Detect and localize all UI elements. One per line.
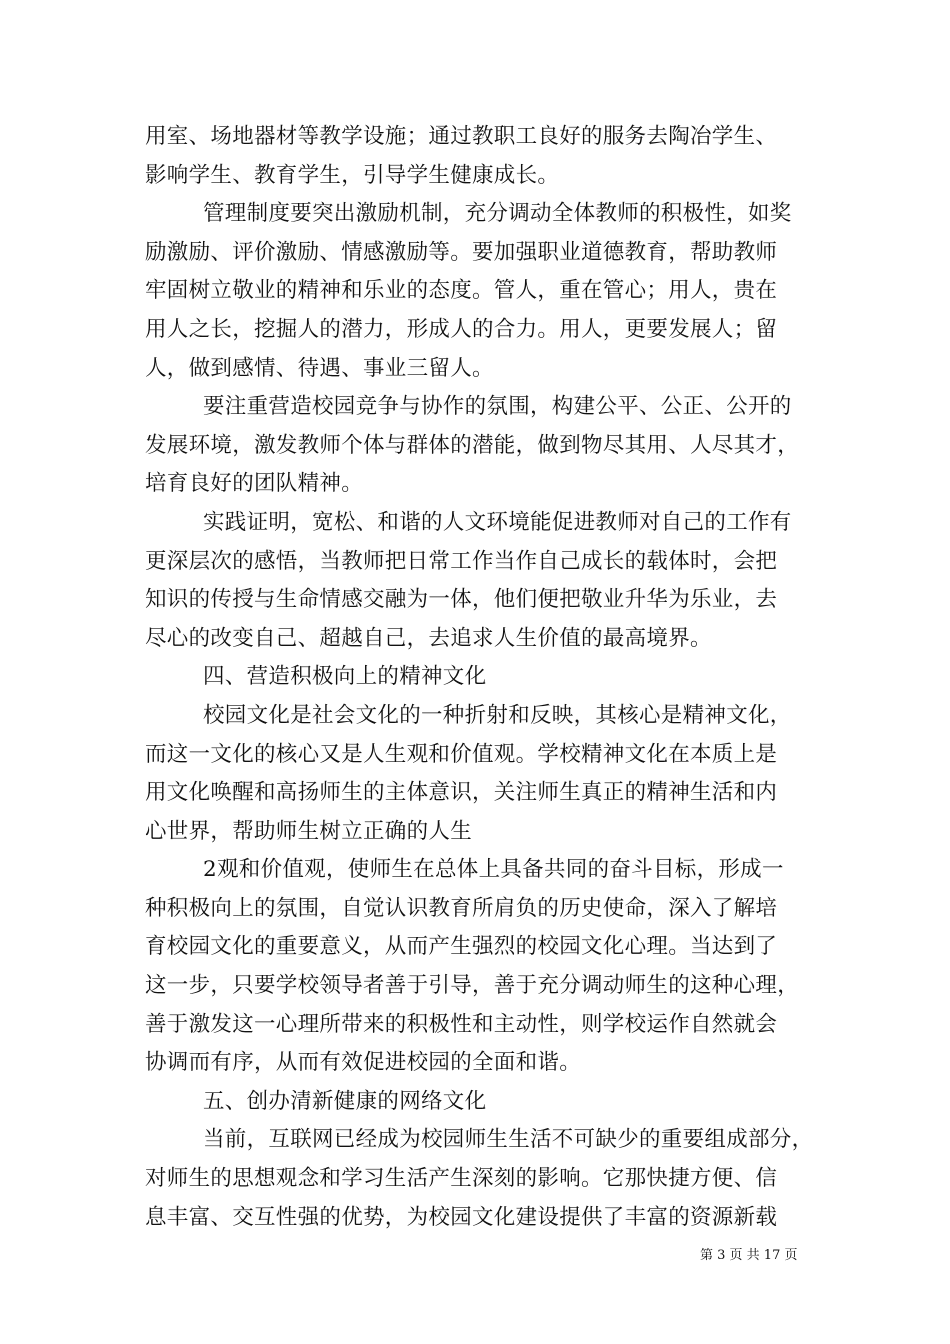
text-line: 心世界，帮助师生树立正确的人生 bbox=[145, 818, 473, 844]
text-line: 协调而有序，从而有效促进校园的全面和谐。 bbox=[145, 1050, 582, 1076]
paragraph-start-line: 当前，互联网已经成为校园师生生活不可缺少的重要组成部分， bbox=[203, 1127, 814, 1153]
text-line: 育校园文化的重要意义，从而产生强烈的校园文化心理。当达到了 bbox=[145, 934, 778, 960]
section-heading: 五、创办清新健康的网络文化 bbox=[203, 1088, 487, 1114]
paragraph-start-line: 校园文化是社会文化的一种折射和反映，其核心是精神文化， bbox=[203, 702, 792, 728]
text-line: 尽心的改变自己、超越自己，去追求人生价值的最高境界。 bbox=[145, 625, 712, 651]
text-line: 用人之长，挖掘人的潜力，形成人的合力。用人，更要发展人；留 bbox=[145, 316, 778, 342]
text-line: 影响学生、教育学生，引导学生健康成长。 bbox=[145, 162, 560, 188]
text-line: 培育良好的团队精神。 bbox=[145, 471, 364, 497]
text-line: 发展环境，激发教师个体与群体的潜能，做到物尽其用、人尽其才， bbox=[145, 432, 800, 458]
text-line: 牢固树立敬业的精神和乐业的态度。管人，重在管心；用人，贵在 bbox=[145, 278, 778, 304]
text-line: 知识的传授与生命情感交融为一体，他们便把敬业升华为乐业，去 bbox=[145, 587, 778, 613]
text-line: 用文化唤醒和高扬师生的主体意识，关注师生真正的精神生活和内 bbox=[145, 780, 778, 806]
page-number-footer: 第 3 页 共 17 页 bbox=[700, 1248, 798, 1263]
text-line: 对师生的思想观念和学习生活产生深刻的影响。它那快捷方便、信 bbox=[145, 1166, 778, 1192]
document-body bbox=[145, 118, 815, 1237]
text-line: 息丰富、交互性强的优势，为校园文化建设提供了丰富的资源新载 bbox=[145, 1204, 778, 1230]
text-line: 用室、场地器材等教学设施；通过教职工良好的服务去陶冶学生、 bbox=[145, 124, 778, 149]
paragraph-start-line: 管理制度要突出激励机制，充分调动全体教师的积极性，如奖 bbox=[203, 201, 792, 227]
paragraph-start-line: 实践证明，宽松、和谐的人文环境能促进教师对自己的工作有 bbox=[203, 509, 792, 535]
section-heading: 四、营造积极向上的精神文化 bbox=[203, 664, 487, 690]
text-line: 人，做到感情、待遇、事业三留人。 bbox=[145, 355, 494, 381]
text-line: 而这一文化的核心又是人生观和价值观。学校精神文化在本质上是 bbox=[145, 741, 778, 767]
text-line: 更深层次的感悟，当教师把日常工作当作自己成长的载体时，会把 bbox=[145, 548, 778, 574]
text-line: 这一步，只要学校领导者善于引导，善于充分调动师生的这种心理， bbox=[145, 973, 800, 999]
text-line: 励激励、评价激励、情感激励等。要加强职业道德教育，帮助教师 bbox=[145, 239, 778, 265]
paragraph-start-line: 要注重营造校园竞争与协作的氛围，构建公平、公正、公开的 bbox=[203, 394, 792, 420]
text-line: 善于激发这一心理所带来的积极性和主动性，则学校运作自然就会 bbox=[145, 1011, 778, 1037]
paragraph-start-line: 2观和价值观，使师生在总体上具备共同的奋斗目标，形成一 bbox=[203, 857, 784, 883]
text-line: 种积极向上的氛围，自觉认识教育所肩负的历史使命，深入了解培 bbox=[145, 895, 778, 921]
